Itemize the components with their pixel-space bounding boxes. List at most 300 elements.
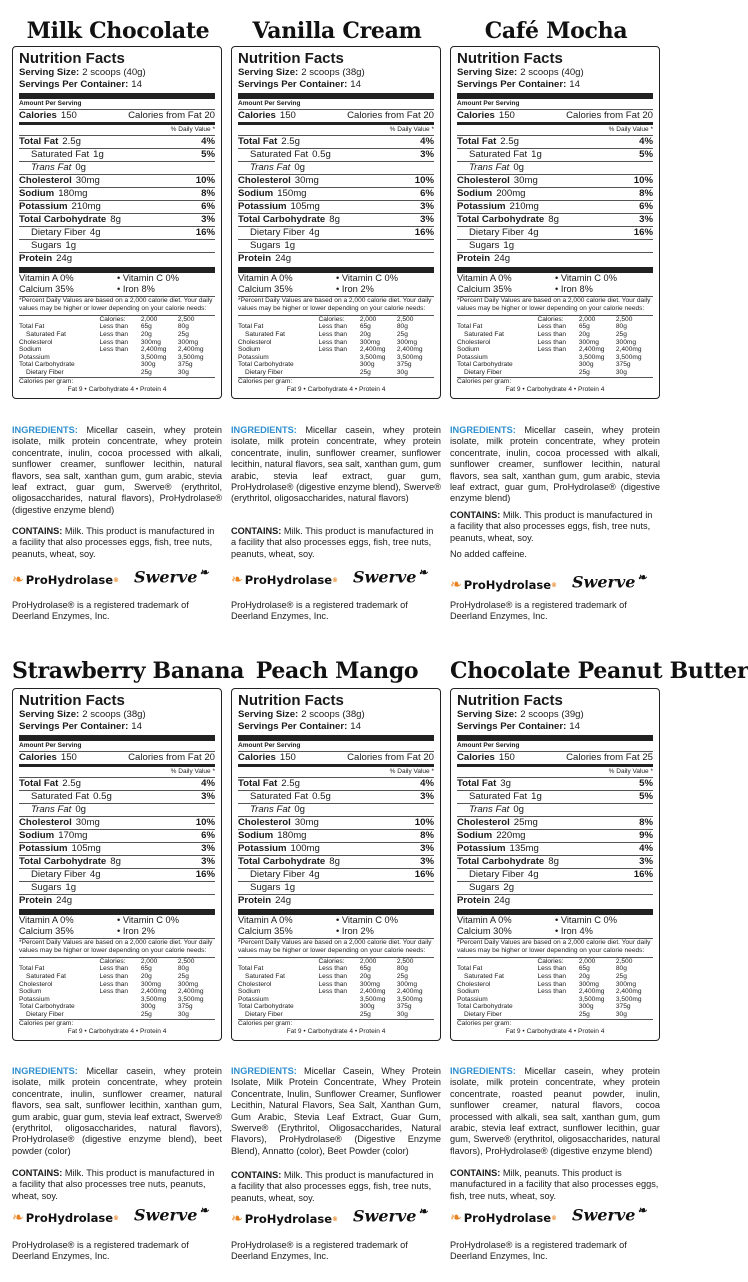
prohydrolase-logo: [12, 1210, 119, 1226]
amount-per-serving: Amount Per Serving: [457, 735, 653, 751]
nutrient-daily-value: 4%: [201, 136, 215, 147]
ingredients-text: Micellar casein, whey protein isolate, milk protein concentrate, whey protein concentrate, inulin, sunflower creamer, sunflower lecithin, natural flavors, sea salt, xanthan gum, gum arabic, stevia leaf extract, guar gum, ProHydrolase® (digestive enzyme blend), Swerve® (erythritol, oligosaccharides, natural flavors): [231, 425, 441, 504]
nutrient-label: Cholesterol: [457, 817, 510, 828]
nutrient-amount: 2.5g: [281, 778, 300, 789]
table-cell: Total Carbohydrate: [238, 361, 294, 369]
table-header-cell: 2,500: [396, 957, 414, 965]
nutrient: [19, 830, 88, 842]
nutrient-amount: 105mg: [290, 201, 320, 212]
nutrient-daily-value: 6%: [201, 201, 215, 212]
vitamin-a: Vitamin A 0%: [238, 273, 293, 283]
calories-row: [19, 751, 215, 764]
nutrient-label: Total Fat: [457, 136, 497, 147]
table-cell: 25g: [359, 1010, 371, 1018]
nutrient-daily-value: 16%: [633, 227, 653, 238]
daily-value-table-row: [457, 1003, 653, 1011]
nutrient-label: Total Carbohydrate: [457, 856, 545, 867]
table-cell: 300mg: [396, 338, 418, 346]
nutrient-label: Protein: [19, 253, 53, 264]
bird-icon: ❧: [199, 566, 209, 579]
daily-value-table-header: [457, 957, 653, 965]
nutrient-amount: 2.5g: [62, 136, 81, 147]
table-cell: Cholesterol: [457, 980, 491, 988]
table-cell: 25g: [359, 368, 371, 376]
nutrient-amount: 200mg: [496, 188, 526, 199]
nutrient-daily-value: 8%: [420, 830, 434, 841]
nutrition-facts-title: Nutrition Facts: [238, 50, 344, 67]
nutrient-amount: 8g: [329, 214, 340, 225]
daily-value-table-row: [238, 973, 434, 981]
table-cell: Less than: [99, 988, 129, 996]
table-cell: 80g: [615, 323, 627, 331]
nutrient-row: [457, 868, 653, 881]
nutrient-label: Dietary Fiber: [31, 869, 86, 880]
nutrient: [238, 856, 340, 868]
nutrient-daily-value: 8%: [639, 188, 653, 199]
table-cell: Dietary Fiber: [26, 368, 64, 376]
nutrient-amount: 1g: [531, 791, 542, 802]
nutrient-daily-value: 3%: [420, 843, 434, 854]
calories-per-gram-values: Fat 9 • Carbohydrate 4 • Protein 4: [286, 1027, 386, 1035]
nutrient-daily-value: 16%: [414, 869, 434, 880]
table-cell: [319, 1003, 360, 1011]
prohydrolase-mark-icon: ❧: [450, 577, 462, 593]
nutrition-facts-title: Nutrition Facts: [457, 692, 563, 709]
nutrient-row: [19, 790, 215, 803]
nutrient-amount: 210mg: [71, 201, 101, 212]
table-cell: 3,500mg: [615, 995, 642, 1003]
amount-per-serving: Amount Per Serving: [238, 735, 434, 751]
table-cell: 300mg: [177, 338, 199, 346]
table-header-cell: Calories:: [537, 315, 564, 323]
ingredients-text: Micellar Casein, Whey Protein Isolate, Milk Protein Concentrate, Whey Protein Concentrate, Inulin, Sunflower Creamer, Sunflower Lecithin, Natural Flavors, Sea Salt, Xanthan Gum, Gum Arabic, Stevia Leaf Extract, Guar Gum, Swerve® (Erythritol, Oligosaccharides, Natural Flavors), ProHydrolase® (Digestive Enzyme Blend), Annatto (color), Beet Powder (color): [231, 1066, 441, 1156]
table-cell: Less than: [99, 346, 129, 354]
nutrient-row: [457, 855, 653, 868]
table-cell: Sodium: [457, 346, 480, 354]
nutrient-amount: 24g: [494, 895, 511, 906]
ingredients-text: Micellar casein, whey protein isolate, milk protein concentrate, whey protein concentrate, inulin, cocoa processed with alkali, sunflower creamer, sunflower lecithin, natural flavors, sea salt, xanthan gum, gum arabic, stevia leaf extract, guar gum, Swerve® (erythritol, oligosaccharides, natural flavors), ProHydrolase® (digestive enzyme blend): [12, 425, 222, 515]
minerals-row: [19, 926, 215, 937]
nutrient-row: [457, 881, 653, 894]
nutrient-daily-value: 3%: [201, 214, 215, 225]
nutrient: [238, 895, 291, 907]
vitamin-a: Vitamin A 0%: [19, 915, 74, 925]
nutrient-row: [238, 868, 434, 881]
nutrient-label: Total Fat: [457, 778, 497, 789]
nutrient-amount: 2.5g: [500, 136, 519, 147]
daily-value-table-row: [19, 965, 215, 973]
nutrient: [19, 895, 72, 907]
nutrient-label: Potassium: [238, 843, 287, 854]
prohydrolase-logo-text: ProHydrolase: [463, 1211, 552, 1225]
daily-value-table-header: [19, 957, 215, 965]
table-cell: Potassium: [238, 995, 269, 1003]
nutrient-amount: 8g: [329, 856, 340, 867]
nutrient-label: Sodium: [238, 188, 274, 199]
table-cell: 25g: [140, 368, 152, 376]
nutrient-amount: 25mg: [513, 817, 538, 828]
daily-value-table: [238, 957, 434, 1019]
nutrient-amount: 24g: [494, 253, 511, 264]
table-cell: 25g: [396, 973, 408, 980]
nutrient: [469, 869, 539, 881]
prohydrolase-mark-icon: ❧: [450, 1210, 462, 1226]
nutrient-daily-value: 8%: [639, 817, 653, 828]
nutrient-daily-value: 10%: [195, 817, 215, 828]
serving-size-label: Serving Size:: [238, 709, 299, 720]
table-cell: 3,500mg: [396, 995, 423, 1003]
servings-value: 14: [350, 721, 361, 732]
nutrient-row: [457, 777, 653, 790]
table-cell: 300mg: [615, 338, 637, 346]
nutrient-label: Dietary Fiber: [250, 869, 305, 880]
nutrient-amount: 4g: [308, 227, 320, 238]
nutrient-amount: 150mg: [277, 188, 307, 199]
nutrient: [457, 830, 526, 842]
table-cell: 30g: [177, 1010, 189, 1018]
daily-value-table-row: [457, 973, 653, 981]
vitamins-row: [19, 915, 215, 926]
table-cell: 2,400mg: [615, 346, 642, 354]
serving-size-value: 2 scoops (40g): [82, 67, 146, 78]
nutrient: [19, 778, 81, 790]
nutrient-row: [238, 803, 434, 816]
table-cell: [100, 996, 141, 1004]
daily-value-footnote: *Percent Daily Values are based on a 2,000 calorie diet. Your daily values may be higher or lower depending on your calorie needs:: [19, 296, 215, 314]
calories-label: Calories: [238, 752, 276, 763]
table-cell: 2,400mg: [578, 346, 605, 354]
table-cell: Less than: [318, 980, 348, 988]
nutrient-daily-value: 3%: [420, 201, 434, 212]
nutrient-row: [457, 803, 653, 816]
table-cell: 30g: [177, 368, 189, 376]
vitamins-row: [238, 915, 434, 926]
nutrient-label: Potassium: [19, 843, 68, 854]
table-header-cell: 2,000: [359, 957, 377, 965]
iron: • Iron 2%: [117, 926, 155, 936]
nutrient: [19, 856, 121, 868]
table-cell: Saturated Fat: [26, 331, 66, 338]
registered-mark-icon: ®: [332, 1215, 339, 1223]
calories-per-gram-values: Fat 9 • Carbohydrate 4 • Protein 4: [505, 1027, 605, 1035]
nutrient-label: Protein: [457, 895, 491, 906]
table-cell: 300g: [359, 1003, 375, 1011]
nutrient-daily-value: 6%: [201, 830, 215, 841]
nutrient: [469, 882, 514, 894]
daily-value-header: % Daily Value *: [457, 764, 653, 777]
iron: • Iron 8%: [555, 284, 593, 294]
caffeine-note: No added caffeine.: [450, 549, 527, 559]
nutrient-daily-value: 3%: [201, 791, 215, 802]
nutrient: [457, 856, 559, 868]
trademark-notice: ProHydrolase® is a registered trademark of Deerland Enzymes, Inc.: [12, 600, 189, 622]
nutrient-label: Potassium: [457, 843, 506, 854]
table-cell: Less than: [99, 338, 129, 346]
registered-mark-icon: ®: [551, 581, 558, 589]
table-header-cell: 2,500: [177, 315, 195, 323]
nutrient-daily-value: 3%: [639, 214, 653, 225]
nutrient-daily-value: 16%: [195, 869, 215, 880]
calories-per-gram-values: Fat 9 • Carbohydrate 4 • Protein 4: [67, 385, 167, 393]
nutrient-daily-value: 16%: [195, 227, 215, 238]
amount-per-serving: Amount Per Serving: [19, 93, 215, 109]
nutrient-row: [457, 816, 653, 829]
nutrient-daily-value: 4%: [639, 136, 653, 147]
nutrient-amount: 0g: [294, 804, 306, 815]
ingredients-label: INGREDIENTS:: [231, 425, 297, 435]
nutrient-label: Protein: [457, 253, 491, 264]
nutrient: [457, 895, 510, 907]
minerals-row: [457, 926, 653, 937]
nutrient-daily-value: 4%: [420, 778, 434, 789]
servings-label: Servings Per Container:: [238, 79, 348, 90]
vitamin-c: • Vitamin C 0%: [555, 273, 617, 283]
nutrient-daily-value: 4%: [639, 843, 653, 854]
nutrient: [250, 869, 320, 881]
nutrient-daily-value: 5%: [639, 778, 653, 789]
servings-value: 14: [350, 79, 361, 90]
table-cell: Sodium: [19, 988, 42, 996]
daily-value-footnote: *Percent Daily Values are based on a 2,000 calorie diet. Your daily values may be higher or lower depending on your calorie needs:: [457, 296, 653, 314]
nutrient-row: [238, 855, 434, 868]
nutrient-label: Total Carbohydrate: [19, 214, 107, 225]
table-cell: Dietary Fiber: [464, 368, 502, 376]
daily-value-footnote: *Percent Daily Values are based on a 2,000 calorie diet. Your daily values may be higher or lower depending on your calorie needs:: [19, 938, 215, 956]
nutrient-daily-value: 3%: [420, 856, 434, 867]
contains-text: Milk. This product is manufactured in a facility that also processes tree nuts, peanuts, wheat, soy.: [12, 1168, 215, 1201]
nutrient-row: [238, 829, 434, 842]
table-cell: 20g: [359, 973, 371, 980]
allergen-statement: [450, 1168, 660, 1202]
nutrient-label: Trans Fat: [469, 804, 510, 815]
nutrient-amount: 30mg: [294, 817, 319, 828]
daily-value-table-row: [457, 996, 653, 1004]
calories-from-fat: Calories from Fat 20: [347, 752, 434, 763]
bird-icon: ❧: [418, 1205, 428, 1218]
swerve-logo-text: Swerve: [353, 1206, 417, 1226]
nutrient-label: Cholesterol: [19, 175, 72, 186]
nutrient: [250, 791, 331, 803]
contains-text: Milk, peanuts. This product is manufactured in a facility that also processes eggs, fish, tree nuts, wheat, soy.: [450, 1168, 659, 1201]
nutrient-daily-value: 6%: [420, 188, 434, 199]
table-cell: 3,500mg: [359, 353, 386, 361]
table-cell: 3,500mg: [578, 353, 605, 361]
daily-value-table-row: [238, 1011, 434, 1019]
table-cell: Total Carbohydrate: [19, 361, 75, 369]
calories-per-gram-label: Calories per gram:: [457, 1019, 653, 1028]
nutrient-label: Cholesterol: [238, 817, 291, 828]
table-cell: Less than: [99, 973, 129, 980]
table-cell: Less than: [318, 988, 348, 996]
table-cell: 300mg: [140, 338, 161, 346]
contains-text: Milk. This product is manufactured in a facility that also processes eggs, fish, tree nuts, peanuts, wheat, soy.: [231, 526, 434, 559]
table-cell: 3,500mg: [140, 995, 167, 1003]
vitamin-a: Vitamin A 0%: [457, 273, 512, 283]
nutrient: [31, 869, 101, 881]
table-cell: Less than: [99, 965, 129, 973]
table-cell: 300mg: [396, 980, 418, 988]
servings-label: Servings Per Container:: [238, 721, 348, 732]
swerve-logo-text: Swerve: [134, 567, 198, 587]
nutrient-amount: 24g: [275, 895, 292, 906]
nutrient: [457, 817, 538, 829]
minerals-row: [238, 926, 434, 937]
nutrient-amount: 30mg: [75, 817, 100, 828]
table-cell: Dietary Fiber: [245, 368, 283, 376]
nutrient-daily-value: 10%: [195, 175, 215, 186]
nutrient-amount: 30mg: [513, 175, 538, 186]
nutrient-row: [457, 842, 653, 855]
flavor-title: Peach Mango: [255, 658, 419, 684]
nutrient-amount: 1g: [531, 149, 542, 160]
table-cell: 2,400mg: [177, 346, 204, 354]
daily-value-table-row: [19, 1011, 215, 1019]
table-cell: 300mg: [578, 338, 599, 346]
table-header-cell: 2,000: [578, 315, 596, 323]
nutrition-facts-title: Nutrition Facts: [238, 692, 344, 709]
nutrient-label: Sodium: [238, 830, 274, 841]
table-cell: 2,400mg: [140, 988, 167, 996]
table-header-cell: 2,000: [578, 957, 596, 965]
servings-per-container: [457, 721, 653, 733]
table-cell: Total Carbohydrate: [457, 1003, 513, 1011]
flavor-title: Chocolate Peanut Butter: [450, 658, 748, 684]
table-cell: 20g: [359, 331, 371, 338]
table-cell: 25g: [396, 331, 408, 338]
prohydrolase-logo: [450, 1210, 557, 1226]
ingredients-text: Micellar casein, whey protein isolate, milk protein concentrate, whey protein concentrate, roasted peanut powder, inulin, sunflower creamer, natural flavors, cocoa processed with alkali, sea salt, xanthan gum, gum arabic, stevia leaf extract, sunflower lecithin, guar gum, Swerve® (erythritol, oligosaccharides, natural flavors), ProHydrolase® (digestive enzyme blend): [450, 1066, 660, 1156]
daily-value-table-row: [238, 965, 434, 973]
table-cell: 375g: [615, 1003, 631, 1011]
table-cell: Potassium: [457, 353, 488, 361]
table-cell: Potassium: [238, 353, 269, 361]
ingredients-label: INGREDIENTS:: [231, 1066, 297, 1076]
brand-logos: [450, 1204, 662, 1234]
daily-value-table-row: [238, 996, 434, 1004]
nutrition-facts-panel: [231, 688, 441, 1041]
nutrient-label: Cholesterol: [457, 175, 510, 186]
calories: [19, 752, 77, 764]
nutrient-daily-value: 6%: [639, 201, 653, 212]
servings-label: Servings Per Container:: [457, 721, 567, 732]
allergen-statement: [12, 1168, 222, 1202]
nutrient: [250, 882, 295, 894]
nutrient-daily-value: 9%: [639, 830, 653, 841]
table-cell: Less than: [99, 980, 129, 988]
calcium: Calcium 35%: [457, 284, 512, 294]
table-cell: Less than: [537, 980, 567, 988]
table-header-cell: 2,000: [140, 957, 158, 965]
table-cell: Sodium: [19, 346, 42, 354]
nutrient-label: Protein: [19, 895, 53, 906]
calories-per-gram-label: Calories per gram:: [238, 377, 434, 386]
prohydrolase-logo-text: ProHydrolase: [463, 578, 552, 592]
table-cell: 30g: [396, 368, 408, 376]
nutrient-row: [238, 777, 434, 790]
nutrient-row: [457, 790, 653, 803]
nutrient-row: [238, 881, 434, 894]
daily-value-footnote: *Percent Daily Values are based on a 2,000 calorie diet. Your daily values may be higher or lower depending on your calorie needs:: [457, 938, 653, 956]
nutrient-amount: 1g: [503, 240, 515, 251]
table-cell: 300mg: [359, 980, 380, 988]
daily-value-table-row: [457, 981, 653, 989]
serving-size: [238, 709, 434, 721]
nutrient-amount: 1g: [65, 240, 77, 251]
table-cell: Cholesterol: [238, 980, 272, 988]
table-cell: Dietary Fiber: [464, 1010, 502, 1018]
nutrient-amount: 2g: [503, 882, 515, 893]
nutrient-label: Trans Fat: [250, 804, 291, 815]
nutrient-amount: 8g: [548, 214, 559, 225]
nutrient: [31, 804, 86, 816]
nutrient-amount: 4g: [527, 869, 539, 880]
table-cell: 375g: [177, 361, 193, 369]
table-cell: 80g: [615, 965, 627, 973]
prohydrolase-logo-text: ProHydrolase: [244, 1212, 333, 1226]
nutrient-amount: 0.5g: [93, 791, 112, 802]
table-cell: 20g: [140, 973, 152, 980]
nutrient-amount: 1g: [284, 240, 296, 251]
prohydrolase-mark-icon: ❧: [231, 572, 243, 588]
nutrient-label: Cholesterol: [19, 817, 72, 828]
table-header-cell: 2,500: [615, 315, 633, 323]
nutrient-label: Dietary Fiber: [469, 869, 524, 880]
swerve-logo: [134, 1204, 209, 1224]
prohydrolase-logo-text: ProHydrolase: [25, 573, 114, 587]
nutrient-daily-value: 16%: [414, 227, 434, 238]
nutrient-daily-value: 3%: [201, 856, 215, 867]
table-cell: Sodium: [238, 346, 261, 354]
nutrient-amount: 0g: [75, 162, 87, 173]
nutrient-amount: 30mg: [75, 175, 100, 186]
table-cell: [538, 1011, 579, 1019]
table-cell: 300mg: [140, 980, 161, 988]
serving-size: [19, 709, 215, 721]
nutrient-row: [19, 894, 215, 907]
serving-size: [457, 709, 653, 721]
table-cell: Sodium: [238, 988, 261, 996]
nutrient-row: [457, 894, 653, 907]
nutrient-daily-value: 16%: [633, 869, 653, 880]
table-cell: Less than: [99, 323, 129, 331]
vitamin-c: • Vitamin C 0%: [336, 273, 398, 283]
serving-size-label: Serving Size:: [457, 709, 518, 720]
registered-mark-icon: ®: [113, 576, 120, 584]
table-cell: [238, 957, 319, 965]
table-cell: 3,500mg: [359, 995, 386, 1003]
table-cell: Sodium: [457, 988, 480, 996]
table-cell: 65g: [140, 965, 152, 973]
daily-value-table-header: [238, 957, 434, 965]
table-cell: 375g: [177, 1003, 193, 1011]
calories: [457, 752, 515, 764]
servings-label: Servings Per Container:: [19, 79, 129, 90]
contains-label: CONTAINS:: [231, 526, 282, 536]
contains-label: CONTAINS:: [12, 526, 63, 536]
table-cell: Total Fat: [238, 323, 264, 331]
amount-per-serving: Amount Per Serving: [238, 93, 434, 109]
serving-size-value: 2 scoops (38g): [301, 709, 365, 720]
calories-label: Calories: [238, 110, 276, 121]
nutrient-row: [19, 829, 215, 842]
table-cell: Total Fat: [457, 323, 483, 331]
ingredients: [450, 1066, 660, 1157]
nutrient-daily-value: 5%: [639, 791, 653, 802]
nutrition-facts-title: Nutrition Facts: [457, 50, 563, 67]
daily-value-table: [457, 957, 653, 1019]
table-cell: [19, 957, 100, 965]
table-cell: 65g: [578, 323, 590, 331]
